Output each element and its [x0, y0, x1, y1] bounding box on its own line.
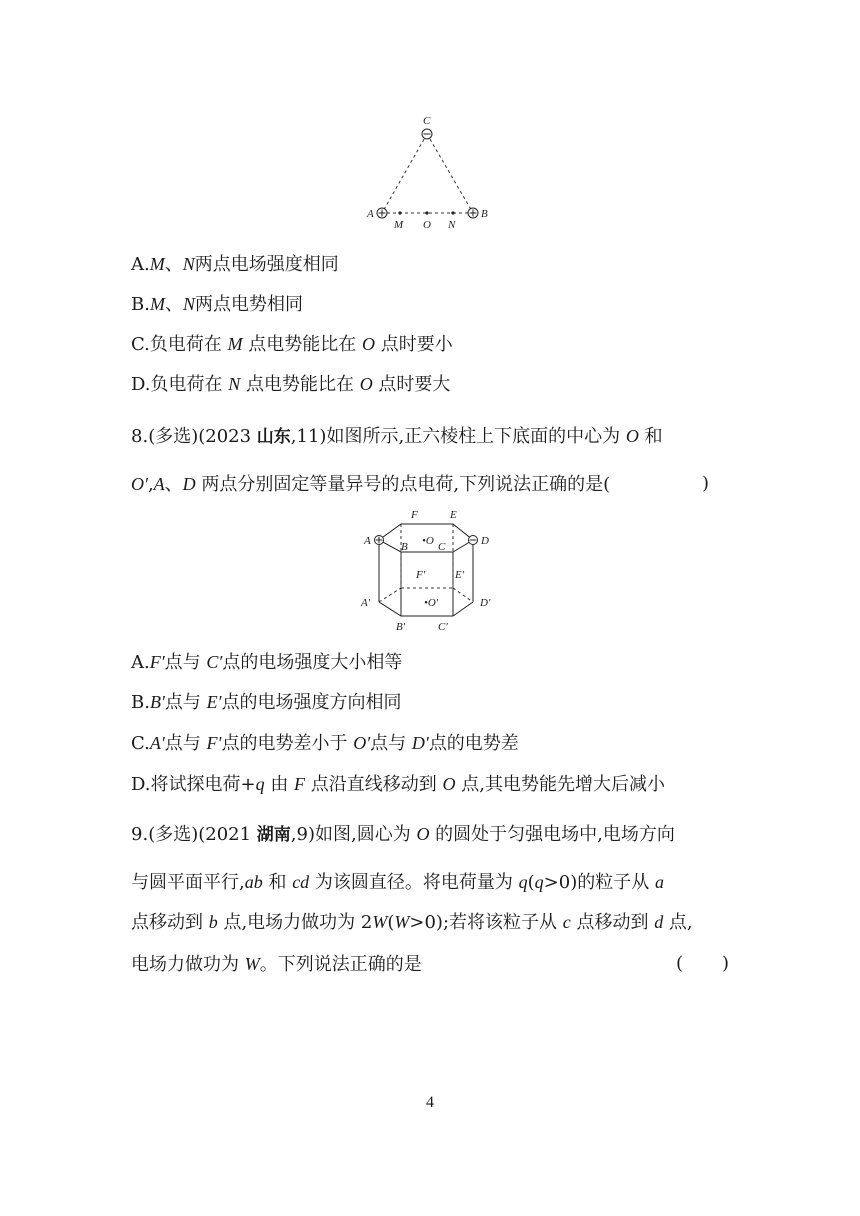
label-Fp: F′ [416, 569, 426, 581]
q8-stem-line2: O′,A、D 两点分别固定等量异号的点电荷,下列说法正确的是( [131, 474, 611, 495]
label-Dp: D′ [480, 597, 491, 609]
label-b: B [481, 208, 488, 220]
label-n: N [448, 219, 456, 231]
q8-option-b: B.B′点与 E′点的电场强度方向相同 [131, 692, 402, 713]
label-A: A [364, 535, 371, 547]
q8-option-c: C.A′点与 F′点的电势差小于 O′点与 D′点的电势差 [131, 733, 519, 754]
page-number: 4 [426, 1094, 434, 1111]
q9-stem-line4: 电场力做功为 W。下列说法正确的是 [131, 954, 422, 975]
q9-stem-line1: 9.(多选)(2021 湖南,9)如图,圆心为 O 的圆处于匀强电场中,电场方向 [131, 824, 675, 845]
label-C: C [438, 541, 446, 553]
label-Bp: B′ [396, 621, 406, 633]
q9-answer-paren-close: ) [722, 953, 730, 974]
label-Ep: E′ [455, 569, 465, 581]
q9-stem-line3: 点移动到 b 点,电场力做功为 2W(W>0);若将该粒子从 c 点移动到 d 点, [131, 912, 693, 933]
label-Op: •O′ [424, 597, 439, 609]
label-o: O [423, 219, 431, 231]
label-E: E [450, 509, 457, 521]
label-O: •O [422, 535, 434, 547]
label-D: D [481, 535, 489, 547]
label-m: M [394, 219, 404, 231]
q7-option-c: C.负电荷在 M 点电势能比在 O 点时要小 [131, 334, 453, 355]
label-c: C [423, 115, 431, 127]
hexagonal-prism-figure [358, 508, 508, 636]
q7-option-a: A.M、N两点电场强度相同 [131, 254, 339, 275]
label-F: F [411, 509, 418, 521]
label-a: A [367, 208, 374, 220]
label-Ap: A′ [361, 597, 371, 609]
label-B: B [401, 541, 408, 553]
q9-answer-paren-open: ( [676, 953, 684, 974]
q7-option-b: B.M、N两点电势相同 [131, 294, 303, 315]
q7-option-d: D.负电荷在 N 点电势能比在 O 点时要大 [131, 374, 451, 395]
q9-stem-line2: 与圆平面平行,ab 和 cd 为该圆直径。将电荷量为 q(q>0)的粒子从 a [131, 872, 664, 893]
q8-option-a: A.F′点与 C′点的电场强度大小相等 [131, 652, 403, 673]
q8-answer-paren: ) [702, 473, 710, 494]
q8-option-d: D.将试探电荷+q 由 F 点沿直线移动到 O 点,其电势能先增大后减小 [131, 774, 665, 795]
q8-stem-line1: 8.(多选)(2023 山东,11)如图所示,正六棱柱上下底面的中心为 O 和 [131, 426, 663, 447]
charge-triangle-figure [360, 112, 500, 234]
label-Cp: C′ [438, 621, 448, 633]
